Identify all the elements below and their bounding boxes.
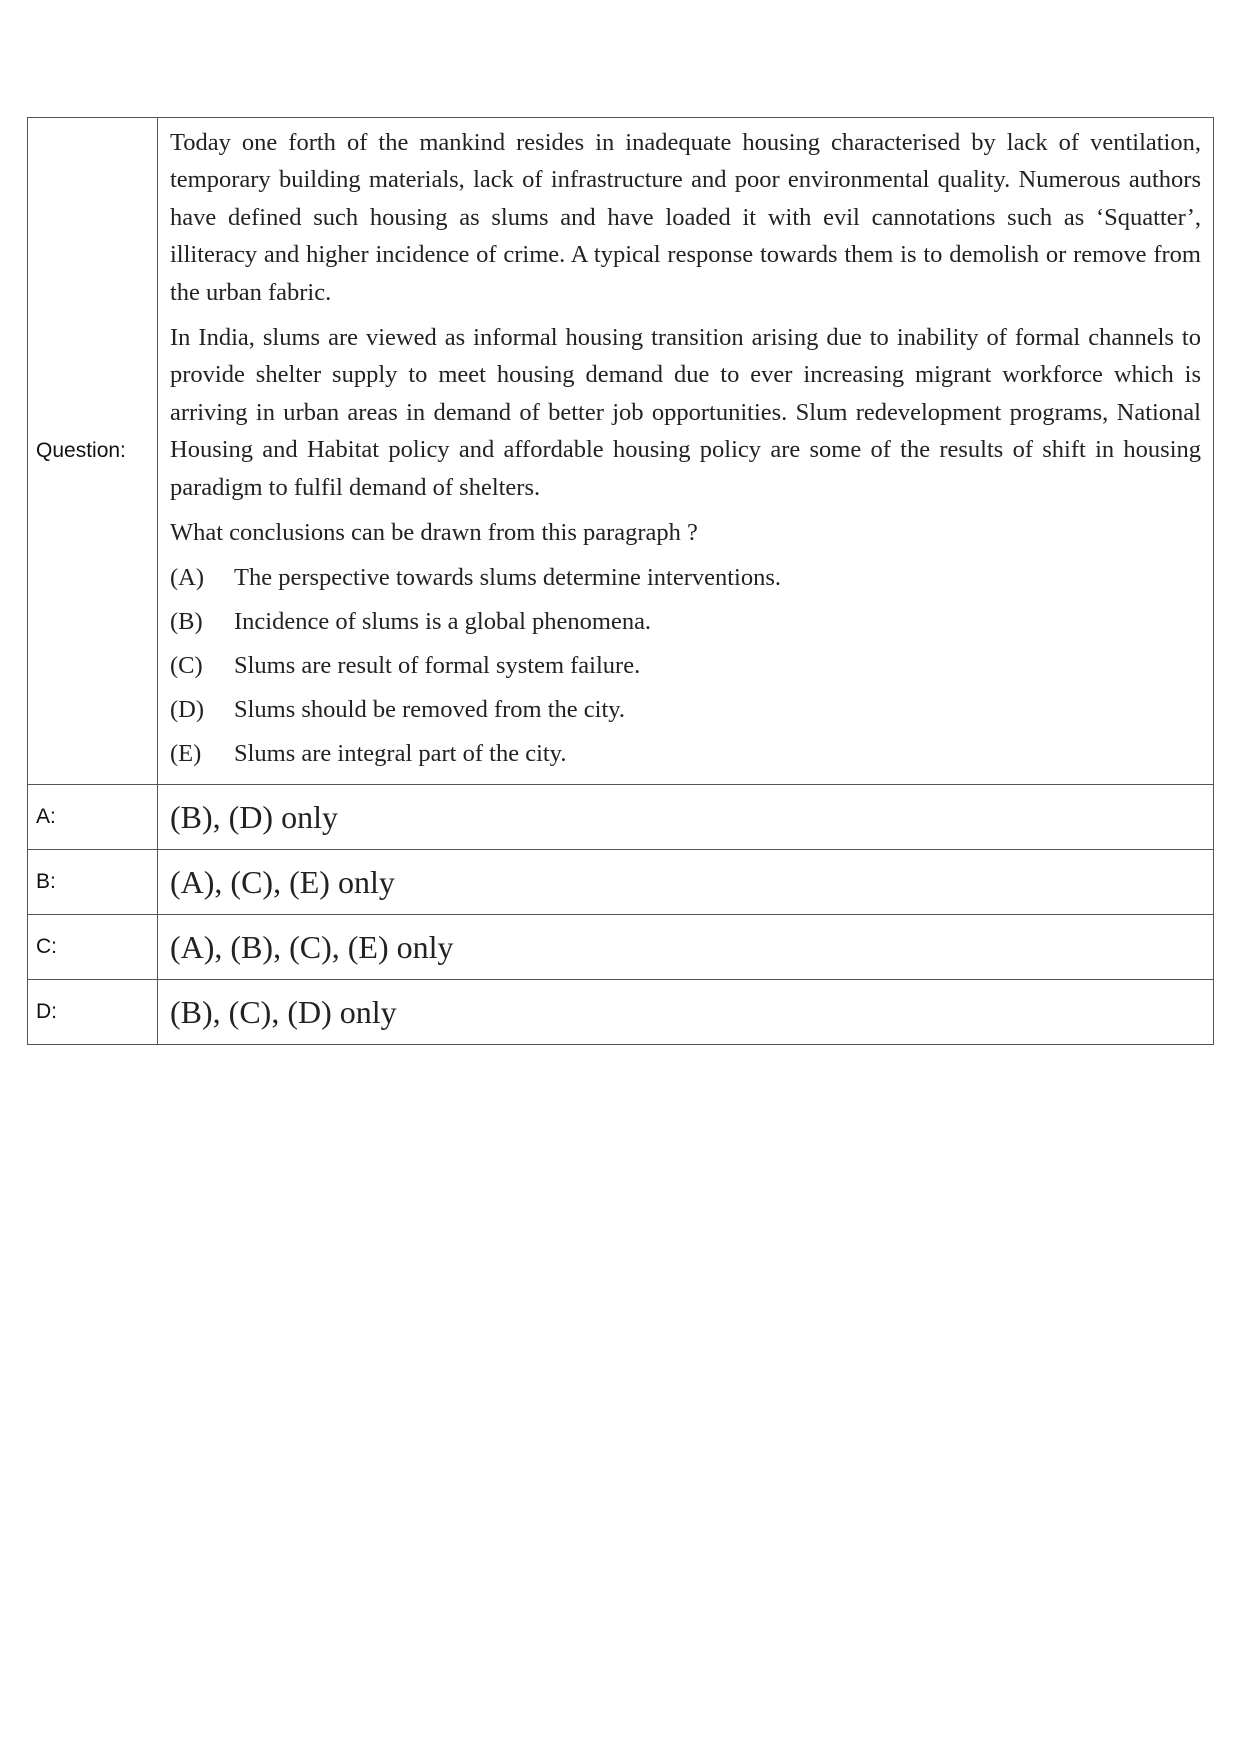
- option-row-c[interactable]: [28, 915, 1214, 980]
- statement-letter: (B): [170, 608, 203, 636]
- statement-text: Slums are result of formal system failure.: [234, 652, 641, 680]
- question-row: [28, 118, 1214, 785]
- statement-b: [170, 600, 1201, 644]
- option-text[interactable]: (B), (D) only: [158, 785, 1214, 850]
- statement-e: [170, 732, 1201, 776]
- statement-letter: (E): [170, 740, 202, 768]
- statement-c: [170, 644, 1201, 688]
- question-content: [158, 118, 1214, 785]
- option-label: D:: [28, 980, 158, 1045]
- option-row-a[interactable]: [28, 785, 1214, 850]
- statement-a: [170, 556, 1201, 600]
- option-text[interactable]: (B), (C), (D) only: [158, 980, 1214, 1045]
- statement-letter: (D): [170, 696, 205, 724]
- question-paragraph-1: Today one forth of the mankind resides in inadequate housing characterised by lack of ventilation, temporary building materials, lack of infrastructure and poor environmental quality. Numerous authors have defined such housing as slums and have loaded it with evil cannotations such as ‘Squatter’, illiteracy and higher incidence of crime. A typical response towards them is to demolish or remove from the urban fabric.: [170, 129, 1201, 306]
- option-label: B:: [28, 850, 158, 915]
- option-row-b[interactable]: [28, 850, 1214, 915]
- option-row-d[interactable]: [28, 980, 1214, 1045]
- question-label: Question:: [28, 118, 158, 785]
- option-label: C:: [28, 915, 158, 980]
- question-table: [27, 117, 1214, 1045]
- statement-text: Slums should be removed from the city.: [234, 696, 626, 724]
- statement-letter: (A): [170, 564, 205, 592]
- statement-text: Incidence of slums is a global phenomena.: [234, 608, 652, 636]
- question-prompt: What conclusions can be drawn from this paragraph ?: [170, 519, 698, 547]
- option-text[interactable]: (A), (C), (E) only: [158, 850, 1214, 915]
- question-paragraph-2: In India, slums are viewed as informal housing transition arising due to inability of formal channels to provide shelter supply to meet housing demand due to ever increasing migrant workforce which is arriving in urban areas in demand of better job opportunities. Slum redevelopment programs, National Housing and Habitat policy and affordable housing policy are some of the results of shift in housing paradigm to fulfil demand of shelters.: [170, 324, 1201, 501]
- statement-d: [170, 688, 1201, 732]
- option-label: A:: [28, 785, 158, 850]
- option-text[interactable]: (A), (B), (C), (E) only: [158, 915, 1214, 980]
- statement-letter: (C): [170, 652, 203, 680]
- statement-text: The perspective towards slums determine interventions.: [234, 564, 782, 592]
- statement-text: Slums are integral part of the city.: [234, 740, 567, 768]
